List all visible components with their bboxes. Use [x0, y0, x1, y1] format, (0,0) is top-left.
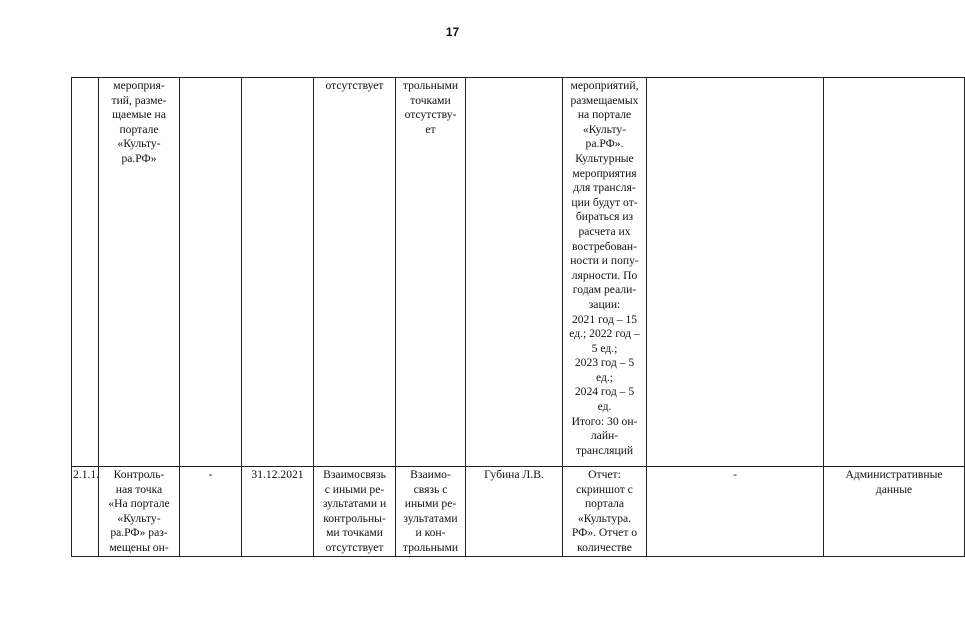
- column-9-cell: -: [647, 467, 824, 557]
- column-9-cell: [647, 78, 824, 467]
- end-date-cell: [242, 78, 314, 467]
- table-row: [72, 467, 965, 557]
- start-date-cell: [180, 78, 242, 467]
- plan-table: [71, 77, 965, 557]
- responsible-cell: [466, 78, 563, 467]
- table-row: [72, 78, 965, 467]
- column-10-cell: Административные данные: [824, 467, 965, 557]
- result-cell: Отчет: скриншот с портала «Культура. РФ». Отчет о количестве: [563, 467, 647, 557]
- result-cell: мероприятий, размещаемых на портале «Культу- ра.РФ». Культурные мероприятия для трансля- ции будут от- бираться из расчета их востребован- ности и попу- лярности. По годам реали- зации: 2021 год – 15 ед.; 2022 год – 5 ед.; 2023 год – 5 ед.; 2024 год – 5 ед. Итого: 30 он- лайн- трансляций: [563, 78, 647, 467]
- page-number: 17: [445, 25, 460, 39]
- relation-cell-2: Взаимо- связь с иными ре- зультатами и кон- трольными: [396, 467, 466, 557]
- event-name-cell: мероприя- тий, разме- щаемые на портале «Культу- ра.РФ»: [99, 78, 180, 467]
- row-number-cell: 2.1.1.: [72, 467, 99, 557]
- event-name-cell: Контроль- ная точка «На портале «Культу- ра.РФ» раз- мещены он-: [99, 467, 180, 557]
- end-date-cell: 31.12.2021: [242, 467, 314, 557]
- row-number-cell: [72, 78, 99, 467]
- column-10-cell: [824, 78, 965, 467]
- relation-cell: Взаимосвязь с иными ре- зультатами и контрольны- ми точками отсутствует: [314, 467, 396, 557]
- responsible-cell: Губина Л.В.: [466, 467, 563, 557]
- relation-cell: отсутствует: [314, 78, 396, 467]
- relation-cell-2: трольными точками отсутству- ет: [396, 78, 466, 467]
- start-date-cell: -: [180, 467, 242, 557]
